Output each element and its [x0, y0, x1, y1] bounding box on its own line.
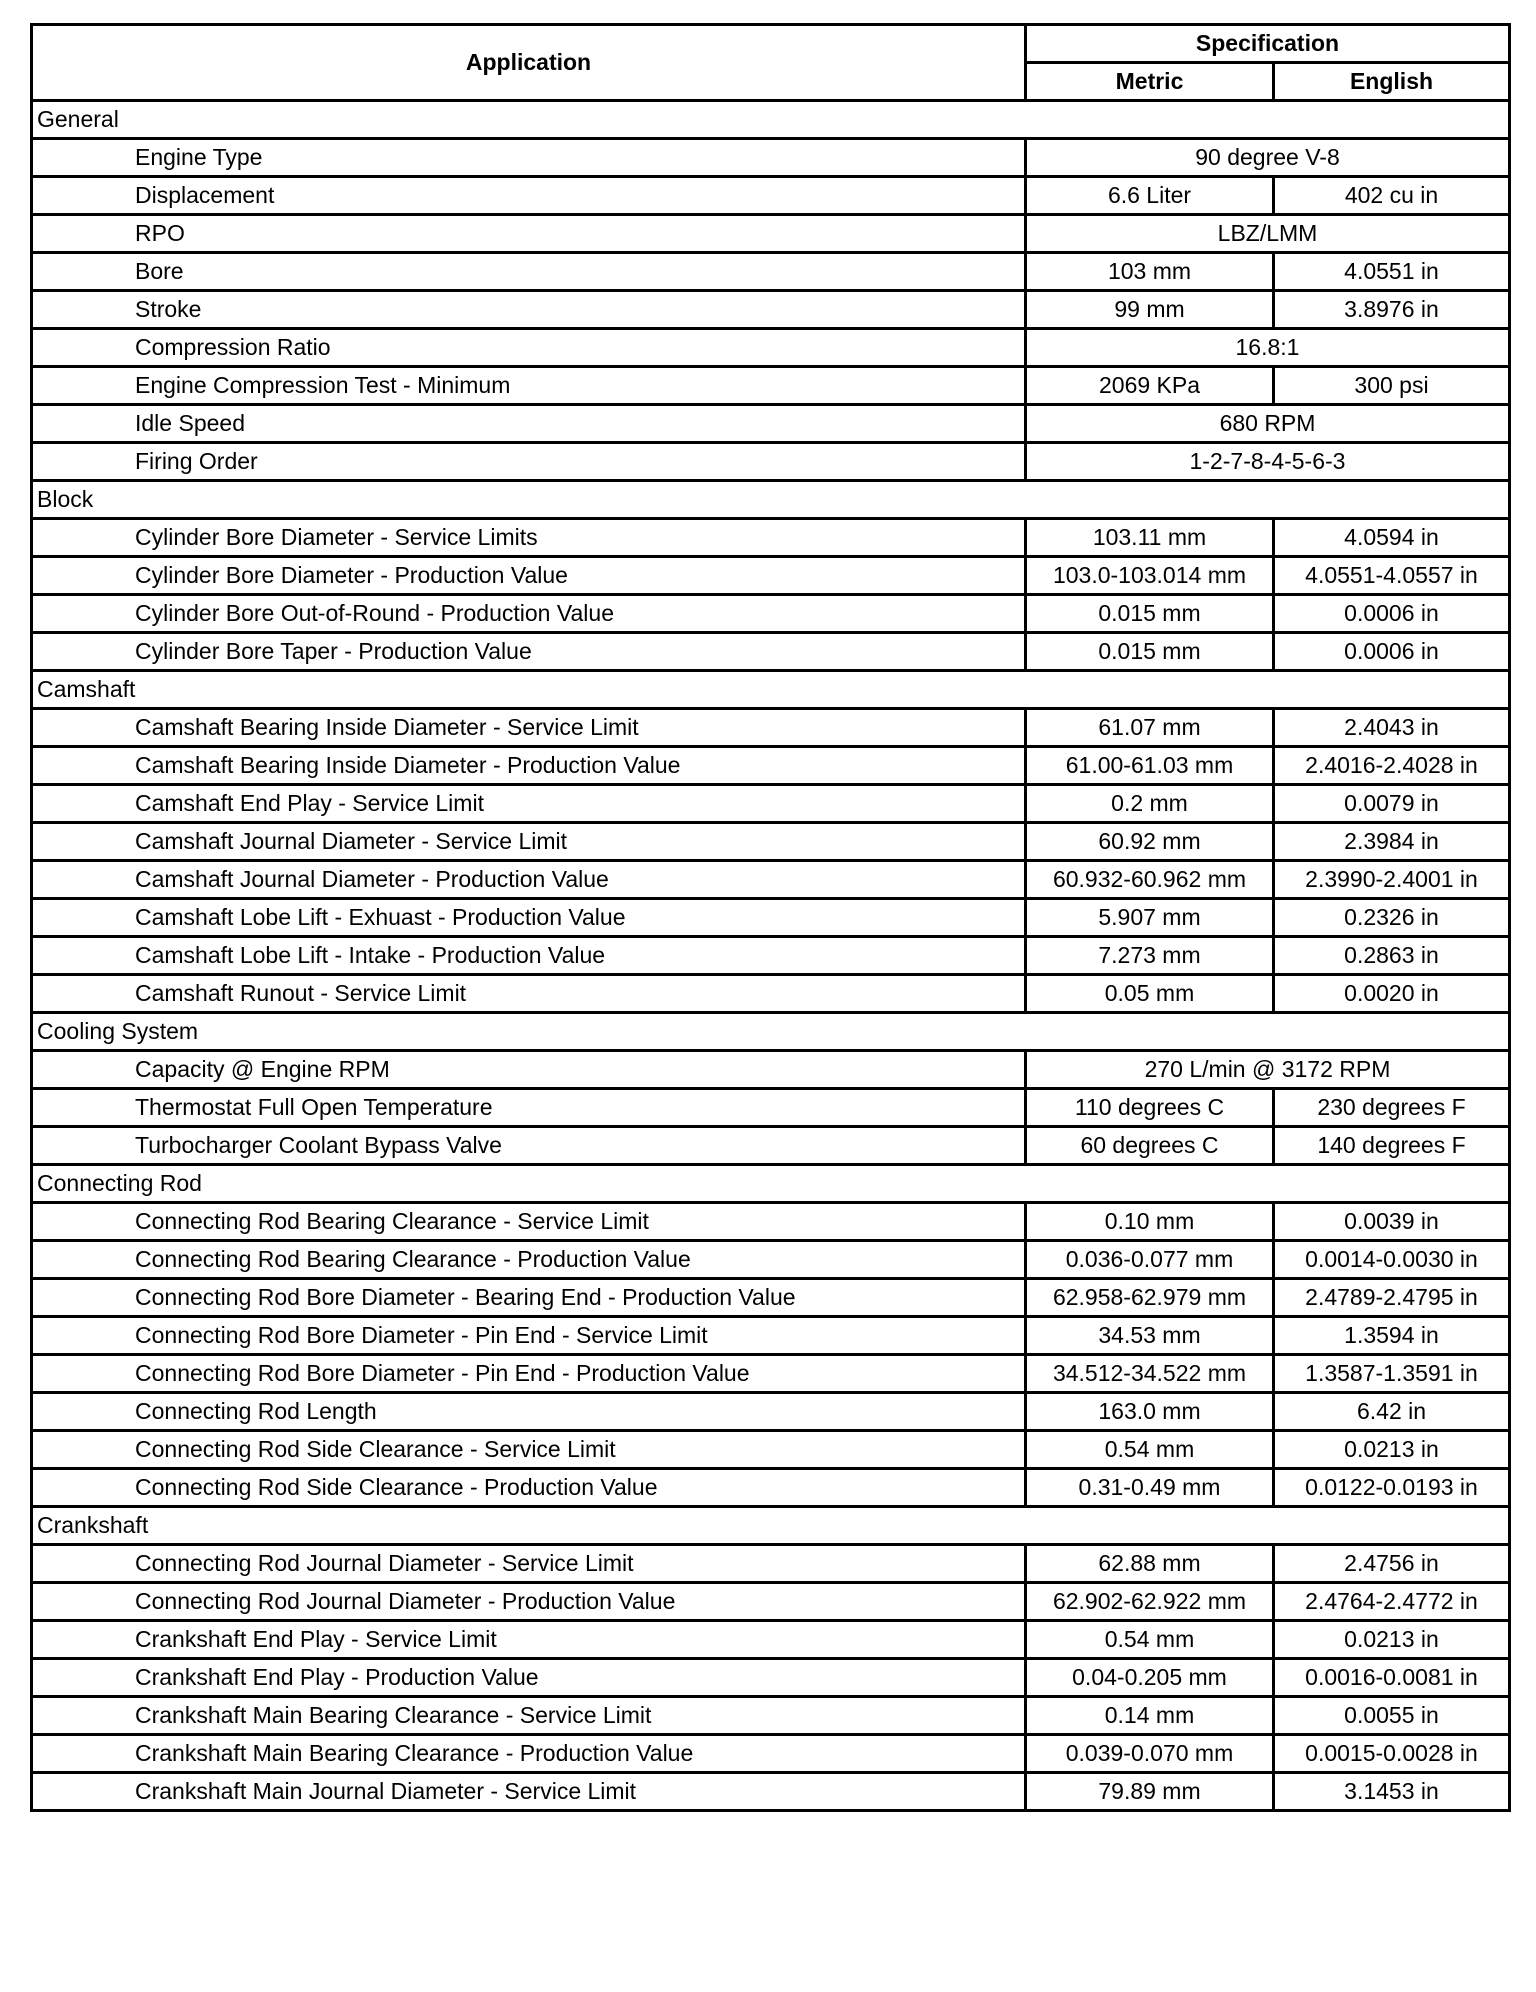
table-row [32, 329, 1510, 367]
application-cell: Crankshaft End Play - Production Value [32, 1659, 1026, 1697]
combined-spec-cell: 680 RPM [1026, 405, 1510, 443]
metric-cell: 0.54 mm [1026, 1621, 1274, 1659]
application-cell: Displacement [32, 177, 1026, 215]
metric-cell: 103.0-103.014 mm [1026, 557, 1274, 595]
table-row [32, 367, 1510, 405]
section-title: Camshaft [32, 671, 1510, 709]
table-row [32, 1431, 1510, 1469]
application-cell: Connecting Rod Side Clearance - Service Limit [32, 1431, 1026, 1469]
table-body [32, 101, 1510, 1811]
combined-spec-cell: 270 L/min @ 3172 RPM [1026, 1051, 1510, 1089]
english-cell: 0.0079 in [1274, 785, 1510, 823]
section-title: Cooling System [32, 1013, 1510, 1051]
application-cell: Engine Compression Test - Minimum [32, 367, 1026, 405]
english-cell: 0.0039 in [1274, 1203, 1510, 1241]
application-cell: Camshaft Journal Diameter - Service Limit [32, 823, 1026, 861]
english-cell: 140 degrees F [1274, 1127, 1510, 1165]
application-cell: Camshaft Runout - Service Limit [32, 975, 1026, 1013]
table-row [32, 937, 1510, 975]
application-cell: Crankshaft End Play - Service Limit [32, 1621, 1026, 1659]
metric-cell: 163.0 mm [1026, 1393, 1274, 1431]
section-row [32, 101, 1510, 139]
table-row [32, 785, 1510, 823]
combined-spec-cell: 16.8:1 [1026, 329, 1510, 367]
combined-spec-cell: 1-2-7-8-4-5-6-3 [1026, 443, 1510, 481]
table-row [32, 1051, 1510, 1089]
metric-cell: 2069 KPa [1026, 367, 1274, 405]
application-cell: Connecting Rod Journal Diameter - Service Limit [32, 1545, 1026, 1583]
metric-cell: 0.015 mm [1026, 633, 1274, 671]
english-cell: 300 psi [1274, 367, 1510, 405]
table-row [32, 177, 1510, 215]
table-row [32, 975, 1510, 1013]
english-cell: 2.3984 in [1274, 823, 1510, 861]
metric-cell: 0.14 mm [1026, 1697, 1274, 1735]
english-cell: 0.0014-0.0030 in [1274, 1241, 1510, 1279]
application-cell: Compression Ratio [32, 329, 1026, 367]
metric-cell: 5.907 mm [1026, 899, 1274, 937]
english-cell: 4.0551 in [1274, 253, 1510, 291]
english-cell: 3.1453 in [1274, 1773, 1510, 1811]
metric-cell: 0.31-0.49 mm [1026, 1469, 1274, 1507]
application-cell: Thermostat Full Open Temperature [32, 1089, 1026, 1127]
metric-cell: 0.036-0.077 mm [1026, 1241, 1274, 1279]
table-row [32, 215, 1510, 253]
spec-table [30, 23, 1511, 1812]
application-cell: Crankshaft Main Bearing Clearance - Production Value [32, 1735, 1026, 1773]
table-row [32, 1583, 1510, 1621]
table-row [32, 1241, 1510, 1279]
application-cell: Crankshaft Main Bearing Clearance - Service Limit [32, 1697, 1026, 1735]
table-row [32, 1735, 1510, 1773]
metric-cell: 60 degrees C [1026, 1127, 1274, 1165]
metric-cell: 62.902-62.922 mm [1026, 1583, 1274, 1621]
application-cell: Camshaft End Play - Service Limit [32, 785, 1026, 823]
metric-cell: 6.6 Liter [1026, 177, 1274, 215]
metric-cell: 34.512-34.522 mm [1026, 1355, 1274, 1393]
english-cell: 4.0594 in [1274, 519, 1510, 557]
metric-cell: 79.89 mm [1026, 1773, 1274, 1811]
table-row [32, 861, 1510, 899]
table-header [32, 25, 1510, 101]
english-cell: 2.4756 in [1274, 1545, 1510, 1583]
section-row [32, 481, 1510, 519]
english-cell: 0.2863 in [1274, 937, 1510, 975]
english-cell: 230 degrees F [1274, 1089, 1510, 1127]
english-cell: 3.8976 in [1274, 291, 1510, 329]
section-row [32, 671, 1510, 709]
combined-spec-cell: LBZ/LMM [1026, 215, 1510, 253]
metric-cell: 62.958-62.979 mm [1026, 1279, 1274, 1317]
section-row [32, 1013, 1510, 1051]
application-cell: Crankshaft Main Journal Diameter - Service Limit [32, 1773, 1026, 1811]
metric-cell: 0.2 mm [1026, 785, 1274, 823]
application-cell: Connecting Rod Bore Diameter - Bearing End - Production Value [32, 1279, 1026, 1317]
metric-header: Metric [1026, 63, 1274, 101]
english-cell: 6.42 in [1274, 1393, 1510, 1431]
english-cell: 1.3587-1.3591 in [1274, 1355, 1510, 1393]
metric-cell: 110 degrees C [1026, 1089, 1274, 1127]
application-cell: Turbocharger Coolant Bypass Valve [32, 1127, 1026, 1165]
table-row [32, 557, 1510, 595]
application-cell: Connecting Rod Side Clearance - Production Value [32, 1469, 1026, 1507]
english-cell: 2.4043 in [1274, 709, 1510, 747]
application-cell: Connecting Rod Journal Diameter - Production Value [32, 1583, 1026, 1621]
metric-cell: 0.05 mm [1026, 975, 1274, 1013]
table-row [32, 139, 1510, 177]
table-row [32, 1317, 1510, 1355]
section-title: Crankshaft [32, 1507, 1510, 1545]
application-cell: Bore [32, 253, 1026, 291]
table-row [32, 633, 1510, 671]
table-row [32, 405, 1510, 443]
table-row [32, 1393, 1510, 1431]
english-cell: 0.0015-0.0028 in [1274, 1735, 1510, 1773]
metric-cell: 7.273 mm [1026, 937, 1274, 975]
table-row [32, 1773, 1510, 1811]
application-cell: Capacity @ Engine RPM [32, 1051, 1026, 1089]
application-cell: Camshaft Bearing Inside Diameter - Service Limit [32, 709, 1026, 747]
english-cell: 0.0213 in [1274, 1621, 1510, 1659]
english-cell: 0.0006 in [1274, 595, 1510, 633]
application-cell: Cylinder Bore Diameter - Service Limits [32, 519, 1026, 557]
application-cell: Connecting Rod Bore Diameter - Pin End - Service Limit [32, 1317, 1026, 1355]
metric-cell: 0.015 mm [1026, 595, 1274, 633]
metric-cell: 99 mm [1026, 291, 1274, 329]
application-cell: Camshaft Lobe Lift - Intake - Production Value [32, 937, 1026, 975]
table-row [32, 747, 1510, 785]
table-row [32, 519, 1510, 557]
application-cell: Connecting Rod Bore Diameter - Pin End - Production Value [32, 1355, 1026, 1393]
table-row [32, 1089, 1510, 1127]
section-title: Connecting Rod [32, 1165, 1510, 1203]
metric-cell: 34.53 mm [1026, 1317, 1274, 1355]
table-row [32, 823, 1510, 861]
application-cell: Engine Type [32, 139, 1026, 177]
application-cell: Camshaft Bearing Inside Diameter - Production Value [32, 747, 1026, 785]
english-cell: 0.0020 in [1274, 975, 1510, 1013]
english-cell: 0.2326 in [1274, 899, 1510, 937]
table-row [32, 709, 1510, 747]
english-cell: 402 cu in [1274, 177, 1510, 215]
english-cell: 2.4764-2.4772 in [1274, 1583, 1510, 1621]
application-cell: Cylinder Bore Taper - Production Value [32, 633, 1026, 671]
english-cell: 0.0055 in [1274, 1697, 1510, 1735]
metric-cell: 103 mm [1026, 253, 1274, 291]
english-cell: 0.0213 in [1274, 1431, 1510, 1469]
table-row [32, 595, 1510, 633]
english-cell: 0.0016-0.0081 in [1274, 1659, 1510, 1697]
application-cell: Camshaft Lobe Lift - Exhuast - Production Value [32, 899, 1026, 937]
application-cell: Connecting Rod Length [32, 1393, 1026, 1431]
table-row [32, 1545, 1510, 1583]
table-row [32, 899, 1510, 937]
metric-cell: 0.039-0.070 mm [1026, 1735, 1274, 1773]
table-row [32, 1469, 1510, 1507]
english-header: English [1274, 63, 1510, 101]
application-cell: RPO [32, 215, 1026, 253]
table-row [32, 1659, 1510, 1697]
metric-cell: 0.54 mm [1026, 1431, 1274, 1469]
metric-cell: 61.00-61.03 mm [1026, 747, 1274, 785]
english-cell: 4.0551-4.0557 in [1274, 557, 1510, 595]
combined-spec-cell: 90 degree V-8 [1026, 139, 1510, 177]
section-title: Block [32, 481, 1510, 519]
table-row [32, 1127, 1510, 1165]
application-cell: Cylinder Bore Out-of-Round - Production Value [32, 595, 1026, 633]
application-cell: Stroke [32, 291, 1026, 329]
application-cell: Connecting Rod Bearing Clearance - Service Limit [32, 1203, 1026, 1241]
table-row [32, 291, 1510, 329]
metric-cell: 0.10 mm [1026, 1203, 1274, 1241]
application-cell: Connecting Rod Bearing Clearance - Production Value [32, 1241, 1026, 1279]
table-row [32, 1355, 1510, 1393]
table-row [32, 1697, 1510, 1735]
application-cell: Firing Order [32, 443, 1026, 481]
application-header: Application [32, 25, 1026, 101]
table-row [32, 1621, 1510, 1659]
english-cell: 2.3990-2.4001 in [1274, 861, 1510, 899]
english-cell: 2.4789-2.4795 in [1274, 1279, 1510, 1317]
section-row [32, 1507, 1510, 1545]
table-row [32, 443, 1510, 481]
application-cell: Idle Speed [32, 405, 1026, 443]
english-cell: 1.3594 in [1274, 1317, 1510, 1355]
table-row [32, 1279, 1510, 1317]
table-row [32, 253, 1510, 291]
english-cell: 2.4016-2.4028 in [1274, 747, 1510, 785]
metric-cell: 0.04-0.205 mm [1026, 1659, 1274, 1697]
english-cell: 0.0006 in [1274, 633, 1510, 671]
specification-header: Specification [1026, 25, 1510, 63]
metric-cell: 60.92 mm [1026, 823, 1274, 861]
section-title: General [32, 101, 1510, 139]
application-cell: Camshaft Journal Diameter - Production Value [32, 861, 1026, 899]
table-row [32, 1203, 1510, 1241]
section-row [32, 1165, 1510, 1203]
metric-cell: 60.932-60.962 mm [1026, 861, 1274, 899]
application-cell: Cylinder Bore Diameter - Production Value [32, 557, 1026, 595]
english-cell: 0.0122-0.0193 in [1274, 1469, 1510, 1507]
metric-cell: 62.88 mm [1026, 1545, 1274, 1583]
metric-cell: 61.07 mm [1026, 709, 1274, 747]
metric-cell: 103.11 mm [1026, 519, 1274, 557]
